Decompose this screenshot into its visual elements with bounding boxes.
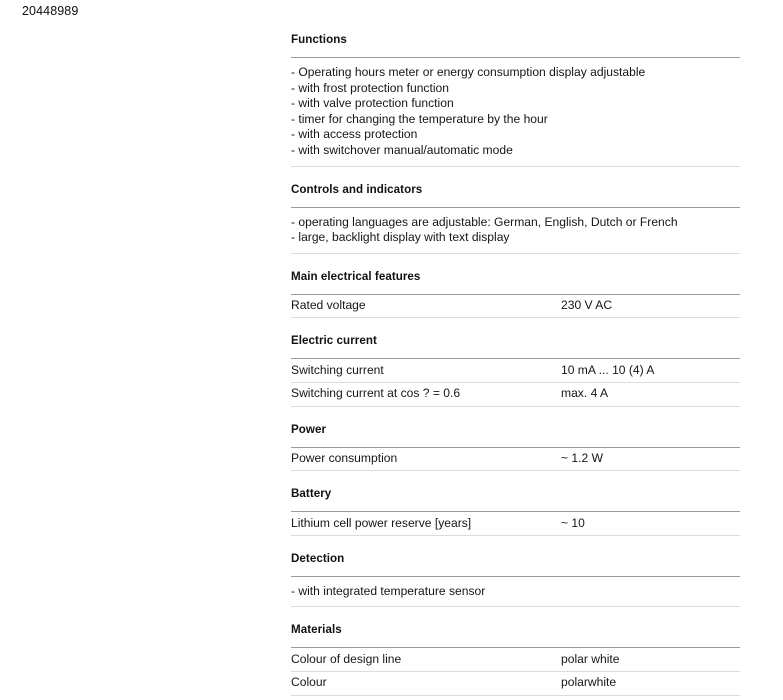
list-item: - with switchover manual/automatic mode bbox=[291, 142, 513, 157]
feature-list bbox=[291, 208, 740, 253]
spec-value: max. 4 A bbox=[561, 386, 609, 401]
document-id: 20448989 bbox=[22, 4, 79, 18]
section bbox=[291, 552, 740, 608]
spec-value: ~ 1.2 W bbox=[561, 451, 604, 466]
list-item: - with valve protection function bbox=[291, 96, 454, 111]
spec-value: polarwhite bbox=[561, 675, 617, 690]
row-rule bbox=[291, 470, 740, 471]
list-item: - large, backlight display with text display bbox=[291, 230, 510, 245]
table-row bbox=[291, 648, 740, 671]
section-closing-rule bbox=[291, 253, 740, 254]
list-item: - Operating hours meter or energy consumption display adjustable bbox=[291, 65, 646, 79]
spec-label: Switching current at cos ? = 0.6 bbox=[291, 386, 461, 401]
table-row bbox=[291, 672, 740, 695]
list-item: - with integrated temperature sensor bbox=[291, 583, 486, 598]
spec-value: 230 V AC bbox=[561, 298, 613, 313]
list-item: - operating languages are adjustable: German, English, Dutch or French bbox=[291, 214, 678, 229]
spec-value: polar white bbox=[561, 651, 620, 666]
table-row bbox=[291, 448, 740, 471]
section bbox=[291, 183, 740, 254]
row-rule bbox=[291, 535, 740, 536]
row-rule bbox=[291, 406, 740, 407]
section-heading: Materials bbox=[291, 623, 342, 637]
section bbox=[291, 33, 740, 167]
table-row bbox=[291, 383, 740, 406]
spec-value: 10 mA ... 10 (4) A bbox=[561, 362, 655, 377]
datasheet-content bbox=[291, 33, 740, 696]
table-row bbox=[291, 359, 740, 382]
spec-table bbox=[291, 359, 740, 406]
spec-label: Power consumption bbox=[291, 451, 398, 466]
section bbox=[291, 623, 740, 695]
list-item: - with frost protection function bbox=[291, 80, 449, 95]
feature-list bbox=[291, 577, 740, 607]
table-row bbox=[291, 295, 740, 318]
section bbox=[291, 423, 740, 472]
section-closing-rule bbox=[291, 166, 740, 167]
spec-label: Colour bbox=[291, 675, 327, 690]
spec-label: Colour of design line bbox=[291, 651, 402, 666]
spec-table bbox=[291, 512, 740, 536]
spec-table bbox=[291, 648, 740, 695]
list-item: - timer for changing the temperature by the hour bbox=[291, 111, 548, 126]
row-rule bbox=[291, 695, 740, 696]
spec-table bbox=[291, 448, 740, 472]
table-row bbox=[291, 512, 740, 535]
section-heading: Detection bbox=[291, 551, 345, 565]
list-item: - with access protection bbox=[291, 127, 418, 142]
section-heading: Battery bbox=[291, 487, 332, 501]
section bbox=[291, 270, 740, 319]
section-heading: Main electrical features bbox=[291, 269, 421, 283]
spec-value: ~ 10 bbox=[561, 515, 585, 530]
spec-label: Switching current bbox=[291, 362, 384, 377]
section bbox=[291, 334, 740, 406]
feature-list bbox=[291, 58, 740, 166]
section-heading: Power bbox=[291, 422, 327, 436]
spec-table bbox=[291, 295, 740, 319]
spec-label: Rated voltage bbox=[291, 298, 366, 313]
section-heading: Electric current bbox=[291, 334, 377, 348]
row-rule bbox=[291, 317, 740, 318]
spec-label: Lithium cell power reserve [years] bbox=[291, 515, 472, 530]
section-heading: Controls and indicators bbox=[291, 182, 423, 196]
section-closing-rule bbox=[291, 606, 740, 607]
section bbox=[291, 487, 740, 536]
section-heading: Functions bbox=[291, 33, 347, 46]
